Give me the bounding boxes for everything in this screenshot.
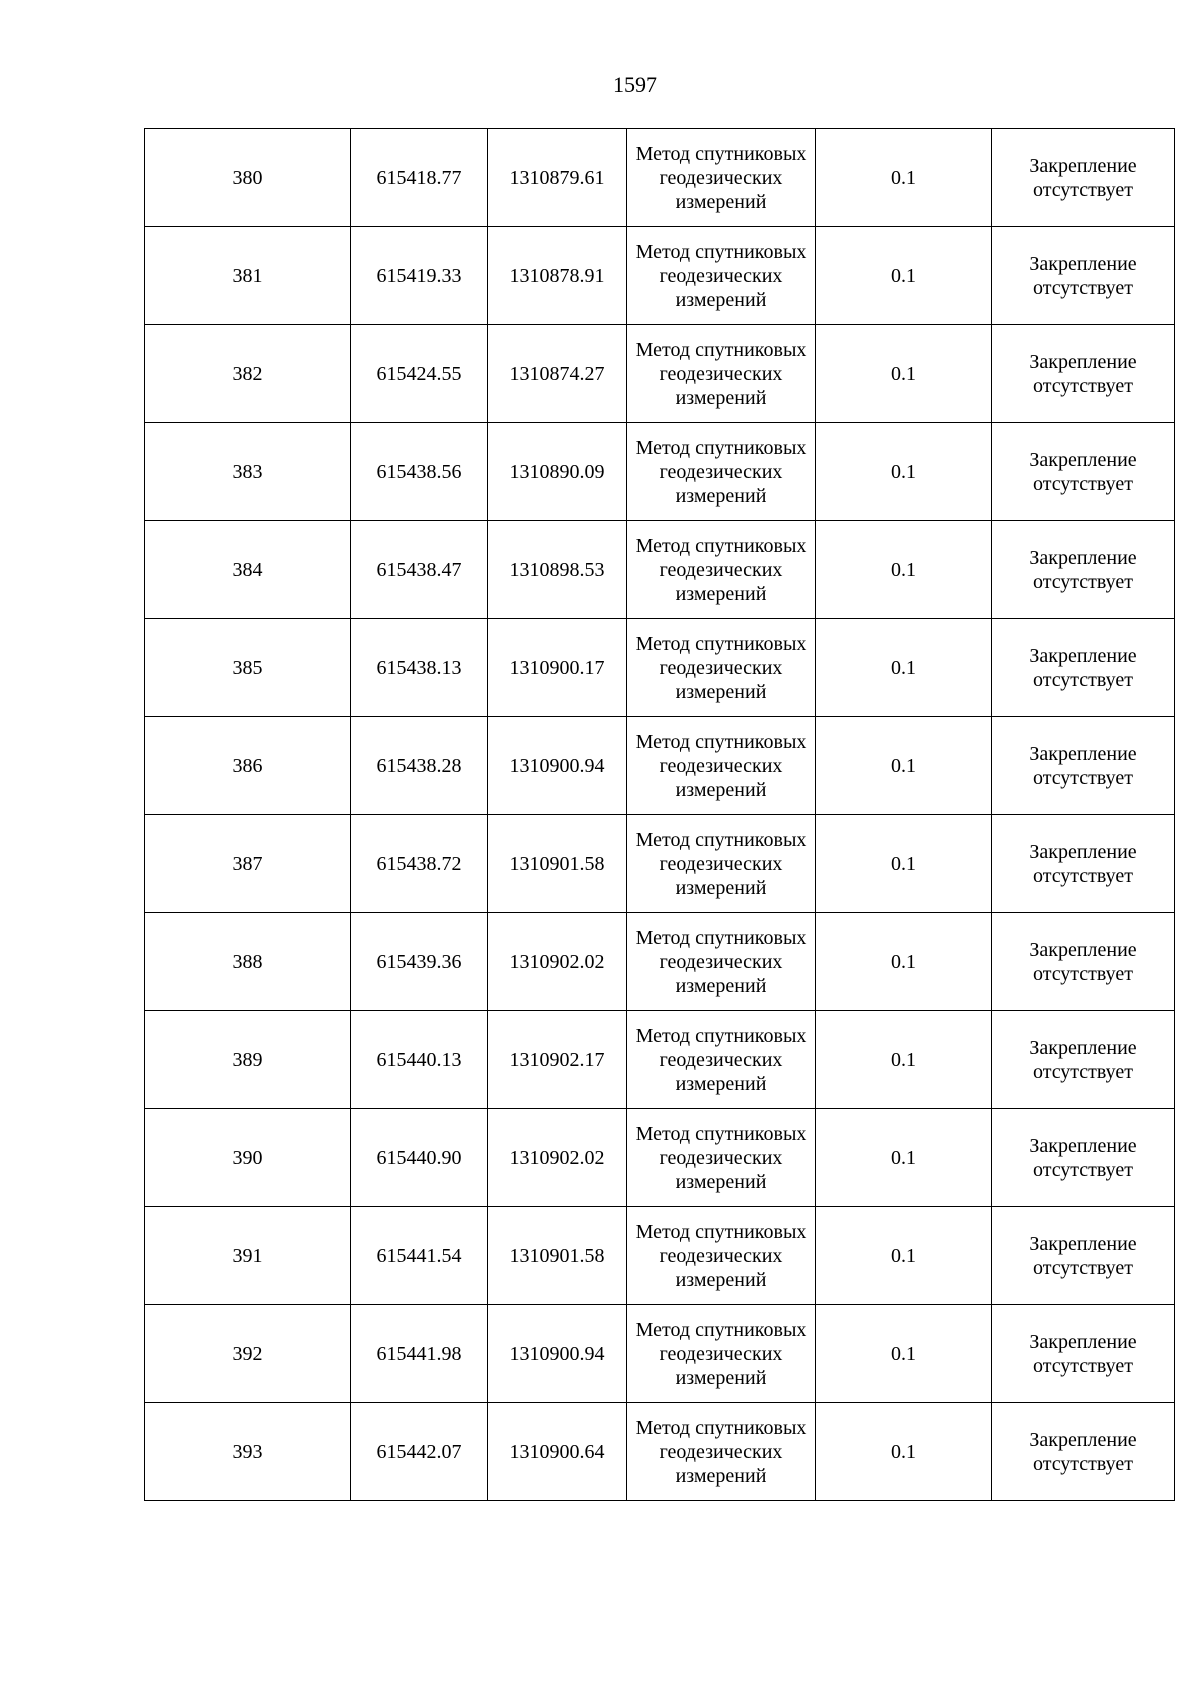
fixing-cell: Закрепление отсутствует	[992, 815, 1175, 913]
method-cell: Метод спутниковых геодезических измерений	[627, 717, 816, 815]
accuracy-cell: 0.1	[816, 129, 992, 227]
page-number: 1597	[613, 72, 657, 97]
y-coordinate-cell: 1310874.27	[488, 325, 627, 423]
y-coordinate-cell: 1310902.17	[488, 1011, 627, 1109]
method-cell: Метод спутниковых геодезических измерений	[627, 521, 816, 619]
table-row	[145, 619, 1175, 717]
fixing-cell: Закрепление отсутствует	[992, 1403, 1175, 1501]
y-coordinate-cell: 1310898.53	[488, 521, 627, 619]
method-cell: Метод спутниковых геодезических измерений	[627, 423, 816, 521]
method-cell: Метод спутниковых геодезических измерений	[627, 619, 816, 717]
accuracy-cell: 0.1	[816, 1305, 992, 1403]
point-number-cell: 388	[145, 913, 351, 1011]
point-number-cell: 389	[145, 1011, 351, 1109]
x-coordinate-cell: 615440.13	[351, 1011, 488, 1109]
method-cell: Метод спутниковых геодезических измерений	[627, 129, 816, 227]
method-cell: Метод спутниковых геодезических измерений	[627, 913, 816, 1011]
method-cell: Метод спутниковых геодезических измерений	[627, 1109, 816, 1207]
y-coordinate-cell: 1310879.61	[488, 129, 627, 227]
accuracy-cell: 0.1	[816, 815, 992, 913]
y-coordinate-cell: 1310900.94	[488, 717, 627, 815]
fixing-cell: Закрепление отсутствует	[992, 1011, 1175, 1109]
point-number-cell: 380	[145, 129, 351, 227]
coordinates-table-body	[145, 129, 1175, 1501]
y-coordinate-cell: 1310900.17	[488, 619, 627, 717]
x-coordinate-cell: 615424.55	[351, 325, 488, 423]
point-number-cell: 393	[145, 1403, 351, 1501]
point-number-cell: 392	[145, 1305, 351, 1403]
point-number-cell: 381	[145, 227, 351, 325]
point-number-cell: 391	[145, 1207, 351, 1305]
x-coordinate-cell: 615439.36	[351, 913, 488, 1011]
point-number-cell: 383	[145, 423, 351, 521]
accuracy-cell: 0.1	[816, 423, 992, 521]
fixing-cell: Закрепление отсутствует	[992, 913, 1175, 1011]
y-coordinate-cell: 1310890.09	[488, 423, 627, 521]
x-coordinate-cell: 615438.47	[351, 521, 488, 619]
y-coordinate-cell: 1310901.58	[488, 815, 627, 913]
fixing-cell: Закрепление отсутствует	[992, 129, 1175, 227]
y-coordinate-cell: 1310878.91	[488, 227, 627, 325]
x-coordinate-cell: 615418.77	[351, 129, 488, 227]
method-cell: Метод спутниковых геодезических измерений	[627, 815, 816, 913]
x-coordinate-cell: 615441.98	[351, 1305, 488, 1403]
accuracy-cell: 0.1	[816, 1109, 992, 1207]
fixing-cell: Закрепление отсутствует	[992, 423, 1175, 521]
method-cell: Метод спутниковых геодезических измерений	[627, 227, 816, 325]
point-number-cell: 386	[145, 717, 351, 815]
x-coordinate-cell: 615438.56	[351, 423, 488, 521]
table-row	[145, 423, 1175, 521]
accuracy-cell: 0.1	[816, 1011, 992, 1109]
fixing-cell: Закрепление отсутствует	[992, 1207, 1175, 1305]
accuracy-cell: 0.1	[816, 325, 992, 423]
y-coordinate-cell: 1310901.58	[488, 1207, 627, 1305]
point-number-cell: 384	[145, 521, 351, 619]
y-coordinate-cell: 1310900.64	[488, 1403, 627, 1501]
accuracy-cell: 0.1	[816, 717, 992, 815]
coordinates-table	[144, 128, 1175, 1501]
point-number-cell: 385	[145, 619, 351, 717]
fixing-cell: Закрепление отсутствует	[992, 1109, 1175, 1207]
accuracy-cell: 0.1	[816, 1403, 992, 1501]
table-row	[145, 129, 1175, 227]
method-cell: Метод спутниковых геодезических измерений	[627, 325, 816, 423]
table-row	[145, 325, 1175, 423]
method-cell: Метод спутниковых геодезических измерений	[627, 1207, 816, 1305]
fixing-cell: Закрепление отсутствует	[992, 619, 1175, 717]
accuracy-cell: 0.1	[816, 1207, 992, 1305]
point-number-cell: 387	[145, 815, 351, 913]
x-coordinate-cell: 615441.54	[351, 1207, 488, 1305]
table-row	[145, 1011, 1175, 1109]
fixing-cell: Закрепление отсутствует	[992, 521, 1175, 619]
table-row	[145, 521, 1175, 619]
y-coordinate-cell: 1310902.02	[488, 913, 627, 1011]
table-row	[145, 227, 1175, 325]
table-row	[145, 1403, 1175, 1501]
table-row	[145, 1207, 1175, 1305]
table-row	[145, 1109, 1175, 1207]
fixing-cell: Закрепление отсутствует	[992, 717, 1175, 815]
accuracy-cell: 0.1	[816, 521, 992, 619]
table-row	[145, 815, 1175, 913]
x-coordinate-cell: 615440.90	[351, 1109, 488, 1207]
x-coordinate-cell: 615438.28	[351, 717, 488, 815]
fixing-cell: Закрепление отсутствует	[992, 325, 1175, 423]
x-coordinate-cell: 615419.33	[351, 227, 488, 325]
point-number-cell: 390	[145, 1109, 351, 1207]
fixing-cell: Закрепление отсутствует	[992, 1305, 1175, 1403]
method-cell: Метод спутниковых геодезических измерений	[627, 1403, 816, 1501]
y-coordinate-cell: 1310900.94	[488, 1305, 627, 1403]
x-coordinate-cell: 615438.13	[351, 619, 488, 717]
accuracy-cell: 0.1	[816, 619, 992, 717]
accuracy-cell: 0.1	[816, 913, 992, 1011]
table-row	[145, 717, 1175, 815]
point-number-cell: 382	[145, 325, 351, 423]
method-cell: Метод спутниковых геодезических измерений	[627, 1305, 816, 1403]
method-cell: Метод спутниковых геодезических измерений	[627, 1011, 816, 1109]
fixing-cell: Закрепление отсутствует	[992, 227, 1175, 325]
table-row	[145, 1305, 1175, 1403]
table-row	[145, 913, 1175, 1011]
x-coordinate-cell: 615438.72	[351, 815, 488, 913]
accuracy-cell: 0.1	[816, 227, 992, 325]
y-coordinate-cell: 1310902.02	[488, 1109, 627, 1207]
x-coordinate-cell: 615442.07	[351, 1403, 488, 1501]
